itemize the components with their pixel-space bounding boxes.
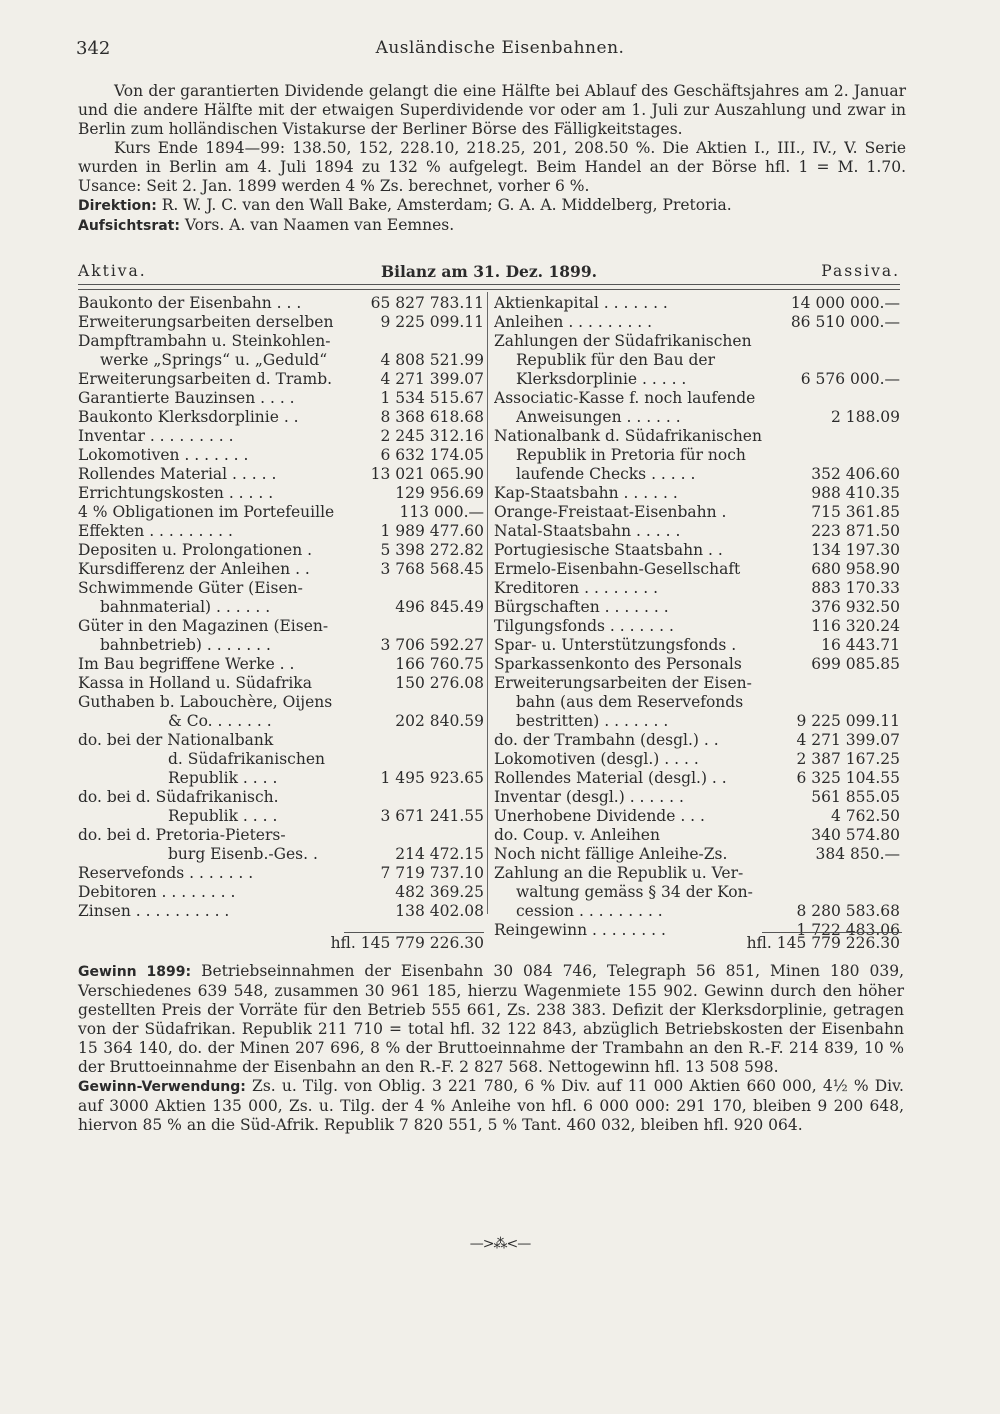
- table-row: [494, 465, 900, 484]
- row-label: Lokomotiven (desgl.) . . . .: [494, 750, 699, 768]
- table-row: [78, 617, 484, 636]
- table-row: [494, 693, 900, 712]
- row-value: 384 850.—: [815, 845, 900, 863]
- row-label: Anweisungen . . . . . .: [516, 408, 681, 426]
- row-label: Republik . . . .: [168, 769, 278, 787]
- row-label: Tilgungsfonds . . . . . . .: [494, 617, 674, 635]
- row-label: Aktienkapital . . . . . . .: [494, 294, 668, 312]
- table-row: [494, 389, 900, 408]
- verwendung-text: Zs. u. Tilg. von Oblig. 3 221 780, 6 % Div. auf 11 000 Aktien 660 000, 4½ % Div. auf 3000 Aktien 135 000, Zs. u. Tilg. der 4 % Anleihe von hfl. 6 000 000: 291 170, bleiben 9 200 648, hiervon 85 % an die Süd-Afrik. Republik 7 820 551, 5 % Tant. 460 032, bleiben hfl. 920 064.: [78, 1077, 904, 1134]
- row-label: Sparkassenkonto des Personals: [494, 655, 742, 673]
- page-number: 342: [76, 38, 111, 59]
- row-label: Rollendes Material (desgl.) . .: [494, 769, 727, 787]
- row-label: Orange-Freistaat-Eisenbahn .: [494, 503, 727, 521]
- row-value: 2 387 167.25: [796, 750, 900, 768]
- table-row: [78, 788, 484, 807]
- row-label: Garantierte Bauzinsen . . . .: [78, 389, 295, 407]
- row-label: do. der Trambahn (desgl.) . .: [494, 731, 719, 749]
- row-value: 883 170.33: [811, 579, 900, 597]
- row-value: 4 271 399.07: [380, 370, 484, 388]
- row-label: bahn (aus dem Reservefonds: [516, 693, 744, 711]
- table-row: [78, 294, 484, 313]
- row-label: Noch nicht fällige Anleihe-Zs.: [494, 845, 728, 863]
- table-row: [78, 598, 484, 617]
- row-label: Dampftrambahn u. Steinkohlen-: [78, 332, 331, 350]
- row-label: bestritten) . . . . . . .: [516, 712, 669, 730]
- table-row: [78, 522, 484, 541]
- row-value: 1 495 923.65: [380, 769, 484, 787]
- row-label: laufende Checks . . . . .: [516, 465, 696, 483]
- row-value: 166 760.75: [395, 655, 484, 673]
- verwendung-paragraph: [78, 1077, 904, 1135]
- end-ornament: —>⁂<—: [469, 1236, 531, 1252]
- row-value: 561 855.05: [811, 788, 900, 806]
- table-row: [78, 351, 484, 370]
- header-rule-2: [78, 289, 900, 290]
- row-label: Portugiesische Staatsbahn . .: [494, 541, 723, 559]
- row-label: 4 % Obligationen im Portefeuille: [78, 503, 335, 521]
- passiva-label: Passiva.: [821, 262, 900, 280]
- total-aktiva: hfl. 145 779 226.30: [330, 934, 484, 952]
- row-label: Zinsen . . . . . . . . . .: [78, 902, 230, 920]
- table-row: [78, 826, 484, 845]
- table-row: [78, 845, 484, 864]
- row-value: 150 276.08: [395, 674, 484, 692]
- row-value: 715 361.85: [811, 503, 900, 521]
- row-value: 4 271 399.07: [796, 731, 900, 749]
- balance-header: [78, 262, 900, 284]
- table-row: [78, 636, 484, 655]
- row-label: Baukonto der Eisenbahn . . .: [78, 294, 302, 312]
- table-row: [494, 864, 900, 883]
- row-value: 7 719 737.10: [380, 864, 484, 882]
- table-row: [494, 807, 900, 826]
- table-row: [78, 465, 484, 484]
- aktiva-column: [78, 294, 484, 921]
- aufsichtsrat-text: Vors. A. van Naamen van Eemnes.: [184, 216, 455, 234]
- row-value: 3 706 592.27: [380, 636, 484, 654]
- table-row: [78, 313, 484, 332]
- table-row: [494, 351, 900, 370]
- table-row: [494, 902, 900, 921]
- table-row: [78, 712, 484, 731]
- row-label: do. bei d. Südafrikanisch.: [78, 788, 279, 806]
- row-label: do. bei der Nationalbank: [78, 731, 274, 749]
- table-row: [78, 408, 484, 427]
- table-row: [78, 655, 484, 674]
- table-row: [494, 655, 900, 674]
- table-row: [494, 522, 900, 541]
- row-label: waltung gemäss § 34 der Kon-: [516, 883, 753, 901]
- row-value: 3 768 568.45: [380, 560, 484, 578]
- row-label: Rollendes Material . . . . .: [78, 465, 277, 483]
- row-label: Natal-Staatsbahn . . . . .: [494, 522, 681, 540]
- table-row: [78, 883, 484, 902]
- row-label: Erweiterungsarbeiten derselben: [78, 313, 334, 331]
- table-row: [78, 769, 484, 788]
- table-row: [494, 484, 900, 503]
- row-value: 113 000.—: [399, 503, 484, 521]
- table-row: [494, 503, 900, 522]
- row-label: Republik in Pretoria für noch: [516, 446, 746, 464]
- row-label: Kreditoren . . . . . . . .: [494, 579, 658, 597]
- aufsichtsrat-label: Aufsichtsrat:: [78, 218, 180, 234]
- row-label: Depositen u. Prolongationen .: [78, 541, 313, 559]
- total-right-rule: [762, 932, 902, 933]
- row-label: Republik . . . .: [168, 807, 278, 825]
- table-row: [494, 332, 900, 351]
- gewinn-text: Betriebseinnahmen der Eisenbahn 30 084 746, Telegraph 56 851, Minen 180 039, Verschiedenes 639 548, zusammen 30 961 185, hierzu Wagenmiete 155 902. Gewinn durch den höher gestellten Preis der Vorräte für den Betrieb 555 661, Zs. 238 383. Defizit der Klerksdorplinie, getragen von der Südafrikan. Republik 211 710 = total hfl. 32 122 843, abzüglich Betriebskosten der Eisenbahn 15 364 140, do. der Minen 207 696, 8 % der Bruttoeinnahme der Trambahn an den R.-F. 214 839, 10 % der Bruttoeinnahme der Eisenbahn an den R.-F. 2 827 568. Nettogewinn hfl. 13 508 598.: [78, 962, 905, 1076]
- table-row: [78, 750, 484, 769]
- dividend-paragraph: Von der garantierten Dividende gelangt die eine Hälfte bei Ablauf des Geschäftsjahres am 2. Januar und die andere Hälfte mit der etwaigen Superdividende vor oder am 1. Juli zur Auszahlung und zwar in Berlin zum holländischen Vistakurse der Berliner Börse des Fälligkeitstages.: [78, 82, 906, 138]
- row-value: 6 325 104.55: [796, 769, 900, 787]
- gewinn-paragraph: [78, 962, 904, 1077]
- row-value: 680 958.90: [811, 560, 900, 578]
- table-row: [494, 731, 900, 750]
- table-row: [78, 389, 484, 408]
- total-passiva: hfl. 145 779 226.30: [746, 934, 900, 952]
- row-label: Republik für den Bau der: [516, 351, 716, 369]
- row-value: 496 845.49: [395, 598, 484, 616]
- row-value: 16 443.71: [821, 636, 900, 654]
- row-label: Baukonto Klerksdorplinie . .: [78, 408, 299, 426]
- row-label: Errichtungskosten . . . . .: [78, 484, 274, 502]
- row-label: Nationalbank d. Südafrikanischen: [494, 427, 762, 445]
- table-row: [78, 370, 484, 389]
- table-row: [494, 408, 900, 427]
- table-row: [494, 712, 900, 731]
- row-label: Zahlungen der Südafrikanischen: [494, 332, 752, 350]
- row-value: 1 722 483.06: [796, 921, 900, 939]
- row-label: Reingewinn . . . . . . . .: [494, 921, 666, 939]
- row-label: Reservefonds . . . . . . .: [78, 864, 254, 882]
- table-row: [78, 503, 484, 522]
- row-label: Erweiterungsarbeiten d. Tramb.: [78, 370, 333, 388]
- row-value: 65 827 783.11: [370, 294, 484, 312]
- row-label: Inventar (desgl.) . . . . . .: [494, 788, 684, 806]
- table-row: [78, 484, 484, 503]
- row-label: Bürgschaften . . . . . . .: [494, 598, 669, 616]
- profit-section: [78, 962, 904, 1135]
- table-row: [78, 731, 484, 750]
- row-label: Lokomotiven . . . . . . .: [78, 446, 249, 464]
- row-label: do. Coup. v. Anleihen: [494, 826, 660, 844]
- direktion-label: Direktion:: [78, 198, 157, 214]
- row-value: 2 245 312.16: [380, 427, 484, 445]
- row-label: Anleihen . . . . . . . . .: [494, 313, 653, 331]
- row-label: d. Südafrikanischen: [168, 750, 325, 768]
- table-row: [494, 617, 900, 636]
- row-value: 214 472.15: [395, 845, 484, 863]
- row-value: 4 762.50: [830, 807, 900, 825]
- row-value: 6 632 174.05: [380, 446, 484, 464]
- table-row: [494, 446, 900, 465]
- table-row: [78, 902, 484, 921]
- table-row: [494, 560, 900, 579]
- row-label: Guthaben b. Labouchère, Oijens: [78, 693, 333, 711]
- table-row: [78, 427, 484, 446]
- row-value: 138 402.08: [395, 902, 484, 920]
- row-value: 2 188.09: [830, 408, 900, 426]
- table-row: [494, 427, 900, 446]
- table-row: [78, 560, 484, 579]
- table-row: [494, 826, 900, 845]
- row-value: 3 671 241.55: [380, 807, 484, 825]
- table-row: [78, 579, 484, 598]
- row-label: Erweiterungsarbeiten der Eisen-: [494, 674, 752, 692]
- row-value: 5 398 272.82: [380, 541, 484, 559]
- table-row: [78, 864, 484, 883]
- row-label: Im Bau begriffene Werke . .: [78, 655, 295, 673]
- table-row: [494, 845, 900, 864]
- row-label: Ermelo-Eisenbahn-Gesellschaft: [494, 560, 741, 578]
- row-label: Unerhobene Dividende . . .: [494, 807, 705, 825]
- row-value: 352 406.60: [811, 465, 900, 483]
- table-row: [494, 313, 900, 332]
- table-row: [494, 294, 900, 313]
- row-label: Kursdifferenz der Anleihen . .: [78, 560, 310, 578]
- row-label: Güter in den Magazinen (Eisen-: [78, 617, 329, 635]
- row-value: 6 576 000.—: [800, 370, 900, 388]
- table-row: [494, 750, 900, 769]
- row-value: 134 197.30: [811, 541, 900, 559]
- table-row: [494, 370, 900, 389]
- row-label: Debitoren . . . . . . . .: [78, 883, 236, 901]
- table-row: [78, 541, 484, 560]
- row-value: 202 840.59: [395, 712, 484, 730]
- table-row: [78, 674, 484, 693]
- table-row: [78, 332, 484, 351]
- row-label: Kassa in Holland u. Südafrika: [78, 674, 312, 692]
- row-label: Inventar . . . . . . . . .: [78, 427, 234, 445]
- column-divider: [487, 292, 488, 914]
- aufsichtsrat-line: [78, 216, 906, 236]
- row-value: 4 808 521.99: [380, 351, 484, 369]
- row-label: bahnbetrieb) . . . . . . .: [100, 636, 271, 654]
- table-row: [494, 579, 900, 598]
- table-row: [494, 769, 900, 788]
- row-value: 129 956.69: [395, 484, 484, 502]
- row-value: 1 989 477.60: [380, 522, 484, 540]
- row-label: cession . . . . . . . . .: [516, 902, 663, 920]
- header-rule: [78, 284, 900, 285]
- row-value: 8 280 583.68: [796, 902, 900, 920]
- row-label: bahnmaterial) . . . . . .: [100, 598, 271, 616]
- row-label: & Co. . . . . . .: [168, 712, 272, 730]
- row-value: 340 574.80: [811, 826, 900, 844]
- row-value: 1 534 515.67: [380, 389, 484, 407]
- verwendung-label: Gewinn-Verwendung:: [78, 1079, 246, 1095]
- table-row: [494, 788, 900, 807]
- aktiva-label: Aktiva.: [78, 262, 147, 280]
- row-label: Effekten . . . . . . . . .: [78, 522, 233, 540]
- gewinn-label: Gewinn 1899:: [78, 964, 192, 980]
- row-value: 9 225 099.11: [796, 712, 900, 730]
- page-title: Ausländische Eisenbahnen.: [375, 38, 625, 58]
- row-value: 86 510 000.—: [790, 313, 900, 331]
- passiva-column: [494, 294, 900, 940]
- table-row: [494, 674, 900, 693]
- row-label: burg Eisenb.-Ges. .: [168, 845, 318, 863]
- row-value: 14 000 000.—: [790, 294, 900, 312]
- table-row: [494, 541, 900, 560]
- direktion-line: [78, 196, 906, 216]
- row-value: 9 225 099.11: [380, 313, 484, 331]
- row-label: werke „Springs“ u. „Geduld“: [100, 351, 328, 369]
- row-label: Associatic-Kasse f. noch laufende: [494, 389, 756, 407]
- row-value: 699 085.85: [811, 655, 900, 673]
- row-value: 13 021 065.90: [370, 465, 484, 483]
- table-row: [78, 446, 484, 465]
- table-row: [494, 598, 900, 617]
- row-label: Schwimmende Güter (Eisen-: [78, 579, 303, 597]
- row-value: 116 320.24: [811, 617, 900, 635]
- balance-title: Bilanz am 31. Dez. 1899.: [380, 262, 598, 281]
- table-row: [494, 636, 900, 655]
- row-label: Spar- u. Unterstützungsfonds .: [494, 636, 737, 654]
- row-label: Zahlung an die Republik u. Ver-: [494, 864, 744, 882]
- row-value: 8 368 618.68: [380, 408, 484, 426]
- table-row: [78, 693, 484, 712]
- intro-section: [78, 82, 906, 236]
- row-label: do. bei d. Pretoria-Pieters-: [78, 826, 286, 844]
- row-value: 482 369.25: [395, 883, 484, 901]
- row-value: 988 410.35: [811, 484, 900, 502]
- row-value: 376 932.50: [811, 598, 900, 616]
- row-label: Klerksdorplinie . . . . .: [516, 370, 687, 388]
- table-row: [78, 807, 484, 826]
- row-label: Kap-Staatsbahn . . . . . .: [494, 484, 678, 502]
- row-value: 223 871.50: [811, 522, 900, 540]
- direktion-text: R. W. J. C. van den Wall Bake, Amsterdam; G. A. A. Middelberg, Pretoria.: [161, 196, 732, 214]
- kurs-paragraph: Kurs Ende 1894—99: 138.50, 152, 228.10, 218.25, 201, 208.50 %. Die Aktien I., III., IV., V. Serie wurden in Berlin am 4. Juli 1894 zu 132 % aufgelegt. Beim Handel an der Börse hfl. 1 = M. 1.70. Usance: Seit 2. Jan. 1899 werden 4 % Zs. berechnet, vorher 6 %.: [78, 139, 906, 195]
- total-left-rule: [344, 932, 484, 933]
- table-row: [494, 883, 900, 902]
